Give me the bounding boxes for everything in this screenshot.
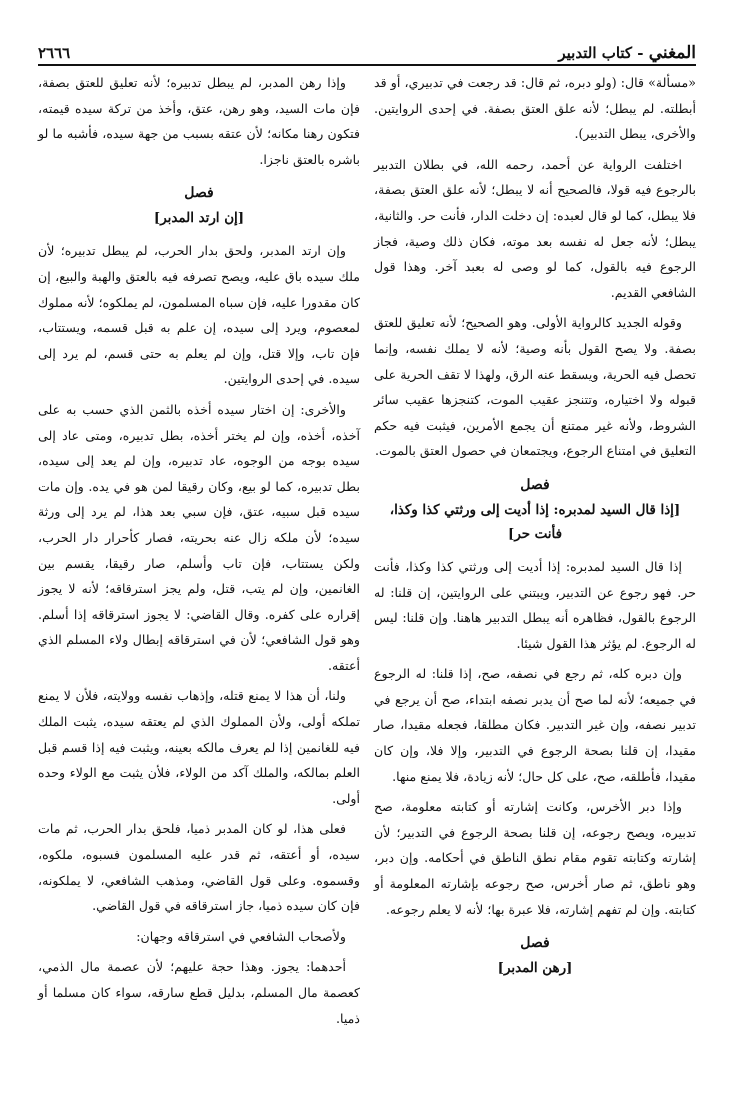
- paragraph: أحدهما: يجوز. وهذا حجة عليهم؛ لأن عصمة مال الذمي، كعصمة مال المسلم، بدليل قطع سارقه، سواء كان مسلما أو ذميا.: [38, 959, 360, 1026]
- paragraph: وإذا رهن المدبر، لم يبطل تدبيره؛ لأنه تعليق للعتق بصفة، فإن مات السيد، وهو رهن، عتق، وأخذ من تركة سيده قيمته، فتكون رهنا مكانه؛ لأن عتقه بسبب من جهة سيده، فأشبه ما لو باشره بالعتق ناجزا.: [38, 75, 360, 167]
- right-column: [374, 70, 696, 988]
- paragraph: إذا قال السيد لمدبره: إذا أديت إلى ورثتي كذا وكذا، فأنت حر. فهو رجوع عن التدبير، ويبتني على الروايتين، إن قلنا: له الرجوع بالقول، فظاهره أنه يبطل التدبير هاهنا. وإن قلنا: ليس له الرجوع. لم يؤثر هذا القول شيئا.: [374, 558, 696, 651]
- section-title: فصل: [520, 476, 550, 493]
- section-subtitle: [رهن المدبر]: [497, 960, 573, 977]
- section-subtitle: [إذا قال السيد لمدبره: إذا أديت إلى ورثتي كذا وكذا، فأنت حر]: [389, 501, 681, 542]
- page-header: [38, 38, 696, 66]
- left-column: [38, 70, 360, 1036]
- paragraph: وإن ارتد المدبر، ولحق بدار الحرب، لم يبطل تدبيره؛ لأن ملك سيده باق عليه، ويصح تصرفه فيه بالعتق والهبة والبيع، إن كان مقدورا عليه، فإن سباه المسلمون، لم يملكوه؛ لأنه مملوك لمعصوم، ويرد إلى سيده، إن علم به قبل قسمه، ويستتاب، فإن تاب، وإلا قتل، وإن لم يعلم به حتى قسم، لم يرد إلى سيده. في إحدى الروايتين.: [38, 243, 360, 387]
- paragraph: وإن دبره كله، ثم رجع في نصفه، صح، إذا قلنا: له الرجوع في جميعه؛ لأنه لما صح أن يدبر نصفه ابتداء، صح أن يرجع في تدبير نصفه، وإن غير التدبير. فكان مطلقا، فجعله مقيدا، صار مقيدا، إن قلنا بصحة الرجوع في التدبير، وإلا فلا، وإن كان مقيدا، فأطلقه، صح، على كل حال؛ لأنه زيادة، فلا يمنع منها.: [374, 666, 696, 784]
- book-brand: المغني: [648, 43, 696, 63]
- section-subtitle: [إن ارتد المدبر]: [153, 210, 245, 227]
- section-title: فصل: [184, 185, 214, 202]
- running-title: [558, 42, 696, 64]
- page-number: ٢٦٦٦: [38, 44, 71, 62]
- chapter-name: كتاب التدبير: [558, 44, 633, 62]
- paragraph: ولنا، أن هذا لا يمنع قتله، وإذهاب نفسه وولايته، فلأن لا يمنع تملكه أولى، ولأن المملوك الذي لم يعتقه سيده، يثبت الملك فيه للغانمين إذا لم يعرف مالكه بعينه، ويثبت فيه إذا قسم قبل العلم بمالكه، والملك آكد من الولاء، فلأن يثبت مع الولاء وحده أولى.: [38, 688, 360, 806]
- paragraph: اختلفت الرواية عن أحمد، رحمه الله، في بطلان التدبير بالرجوع فيه قولا، فالصحيح أنه لا يبطل؛ لأنه علق العتق بصفة، فلا يبطل، كما لو قال لعبده: إن دخلت الدار، فأنت حر. والثانية، يبطل؛ لأنه جعل له نفسه بعد موته، فكان ذلك وصية، فجاز الرجوع فيه بالقول، كما لو وصى له بعبد آخر. وهذا قول الشافعي القديم.: [374, 156, 696, 300]
- paragraph: وإذا دبر الأخرس، وكانت إشارته أو كتابته معلومة، صح تدبيره، ويصح رجوعه، إن قلنا بصحة الرجوع في التدبير؛ لأن إشارته وكتابته تقوم مقام نطق الناطق في أحكامه. وإن دبر، وهو ناطق، ثم صار أخرس، صح رجوعه بإشارته المعلومة أو كتابته. وإن لم تفهم إشارته، فلا عبرة بها؛ لأنه لا يعلم رجوعه.: [374, 799, 696, 917]
- title-separator: -: [632, 44, 644, 62]
- paragraph: وقوله الجديد كالرواية الأولى. وهو الصحيح؛ لأنه تعليق للعتق بصفة. ولا يصح القول بأنه وصية؛ لأنه لا يملك نفسه، وإنما تحصل فيه الحرية، ويسقط عنه الرق، ولهذا لا تقف الحرية على قبوله ولا اختياره، وتتنجز عقيب الموت، كتنجزها عقيب سائر الشروط، ولأنه غير ممتنع أن يجمع الأمرين، فيثبت فيه حكم التعليق في امتناع الرجوع، ويجتمعان في حصول العتق بالموت.: [374, 315, 696, 459]
- paragraph: فعلى هذا، لو كان المدبر ذميا، فلحق بدار الحرب، ثم مات سيده، أو أعتقه، ثم قدر عليه المسلمون فسبوه، ملكوه، وقسموه. وعلى قول القاضي، ومذهب الشافعي، لا يملكونه، فإن كان سيده ذميا، جاز استرقاقه في قول القاضي.: [38, 821, 360, 914]
- paragraph: «مسألة» قال: (ولو دبره، ثم قال: قد رجعت في تدبيري، أو قد أبطلته. لم يبطل؛ لأنه علق العتق بصفة. في إحدى الروايتين. والأخرى، يبطل التدبير).: [374, 75, 696, 142]
- section-title: فصل: [520, 935, 550, 952]
- paragraph: ولأصحاب الشافعي في استرقاقه وجهان:: [136, 928, 346, 944]
- paragraph: والأخرى: إن اختار سيده أخذه بالثمن الذي حسب به على آخذه، أخذه، وإن لم يختر أخذه، بطل تدبيره، ومتى عاد إلى سيده بوجه من الوجوه، عاد تدبيره، وإن لم يعد إلى سيده، بطل تدبيره، كما لو بيع، وكان رقيقا لمن هو في يده. وإن مات سيده قبل سبيه، عتق، فإن سبي بعد هذا، لم يرد إلى ورثة سيده؛ لأن ملكه زال عنه بحريته، فصار كأحرار دار الحرب، ولكن يستتاب، فإن تاب وأسلم، صار رقيقا، يقسم بين الغانمين، وإن لم يتب، قتل، ولم يجز استرقاقه؛ لأنه لا يجوز إقراره على كفره. وقال القاضي: لا يجوز استرقاقه إذا أسلم. وهو قول الشافعي؛ لأن في استرقاقه إبطال ولاء المسلم الذي أعتقه.: [38, 401, 360, 673]
